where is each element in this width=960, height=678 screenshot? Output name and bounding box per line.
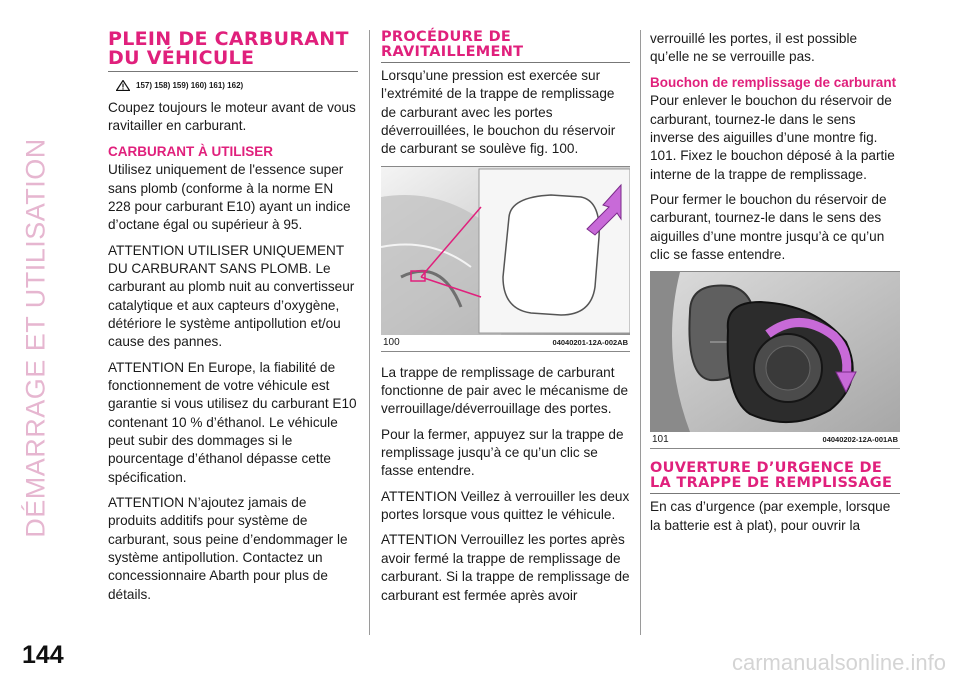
fuel-door-illustration (381, 167, 630, 335)
figure-100 (381, 166, 630, 352)
figure-number: 101 (652, 434, 669, 446)
attention-paragraph: ATTENTION Veillez à verrouiller les deux portes lorsque vous quittez le véhicule. (381, 488, 630, 523)
paragraph: verrouillé les portes, il est possible qu’elle ne se verrouille pas. (650, 31, 858, 65)
figure-code: 04040202-12A-001AB (822, 435, 898, 445)
column-1 (108, 30, 358, 611)
heading-rule (381, 62, 630, 63)
intro-paragraph: Coupez toujours le moteur avant de vous ravitailler en carburant. (108, 100, 356, 134)
figure-code: 04040201-12A-002AB (552, 337, 628, 347)
column-2 (381, 30, 630, 612)
fuel-cap-illustration (650, 272, 900, 432)
sub-heading: Bouchon de remplissage de carburant (650, 74, 897, 90)
warning-refs-text: 157) 158) 159) 160) 161) 162) (136, 81, 244, 90)
paragraph: Utilisez uniquement de l'essence super sans plomb (conforme à la norme EN 228 pour carburant E10) ayant un indice d’octane égal ou supérieur à 95. (108, 162, 351, 233)
sub-heading: CARBURANT À UTILISER (108, 143, 273, 159)
column-divider (369, 30, 370, 635)
attention-paragraph: ATTENTION UTILISER UNIQUEMENT DU CARBURANT SANS PLOMB. Le carburant au plomb nuit au convertisseur catalytique et aux capteurs d’oxygène, détériore le système antipollution et/ou cause des pannes. (108, 242, 355, 350)
heading-rule (108, 71, 358, 72)
figure-caption (381, 335, 630, 351)
column-3 (650, 30, 900, 542)
attention-paragraph: ATTENTION N’ajoutez jamais de produits additifs pour système de carburant, sous peine d’endommager le système antipollution. Contactez un concessionnaire Abarth pour plus de détails. (108, 495, 348, 602)
watermark: carmanualsonline.info (731, 650, 946, 675)
paragraph: Lorsqu’une pression est exercée sur l’extrémité de la trappe de remplissage de carburant avec les portes déverrouillées, le bouchon du réservoir de carburant se soulève fig. 100. (381, 68, 616, 157)
column-divider (640, 30, 641, 635)
paragraph: Pour enlever le bouchon du réservoir de carburant, tournez-le dans le sens inverse des aiguilles d’une montre fig. 101. Fixez le bouchon déposé à la partie interne de la trappe de remplissage. (650, 93, 895, 182)
paragraph: Pour fermer le bouchon du réservoir de carburant, tournez-le dans le sens des aiguilles d’une montre jusqu’à ce qu’un clic se fasse entendre. (650, 191, 887, 262)
paragraph: Pour la fermer, appuyez sur la trappe de remplissage jusqu’à ce qu’un clic se fasse entendre. (381, 426, 624, 479)
warning-references (116, 80, 358, 91)
section-side-title: DÉMARRAGE ET UTILISATION (20, 138, 51, 538)
section-heading: PLEIN DE CARBURANT DU VÉHICULE (108, 28, 349, 69)
page-number: 144 (22, 641, 64, 669)
section-heading: PROCÉDURE DE RAVITAILLEMENT (381, 29, 524, 60)
paragraph: En cas d’urgence (par exemple, lorsque la batterie est à plat), pour ouvrir la (650, 499, 891, 533)
figure-number: 100 (383, 336, 400, 348)
heading-rule (650, 493, 900, 494)
warning-triangle-icon (116, 80, 130, 91)
figure-101 (650, 271, 900, 449)
section-heading: OUVERTURE D’URGENCE DE LA TRAPPE DE REMPLISSAGE (650, 460, 893, 491)
paragraph: La trappe de remplissage de carburant fonctionne de pair avec le mécanisme de verrouillage/déverrouillage des portes. (381, 364, 629, 417)
attention-paragraph: ATTENTION Verrouillez les portes après avoir fermé la trappe de remplissage de carburant. Si la trappe de remplissage de carburant est fermée après avoir (381, 532, 630, 603)
figure-caption (650, 432, 900, 448)
attention-paragraph: ATTENTION En Europe, la fiabilité de fonctionnement de votre véhicule est garantie si vous utilisez du carburant E10 contenant 10 % d’éthanol. Le véhicule peut subir des dommages si le pourcentage d’éthanol dépasse cette spécification. (108, 359, 357, 485)
